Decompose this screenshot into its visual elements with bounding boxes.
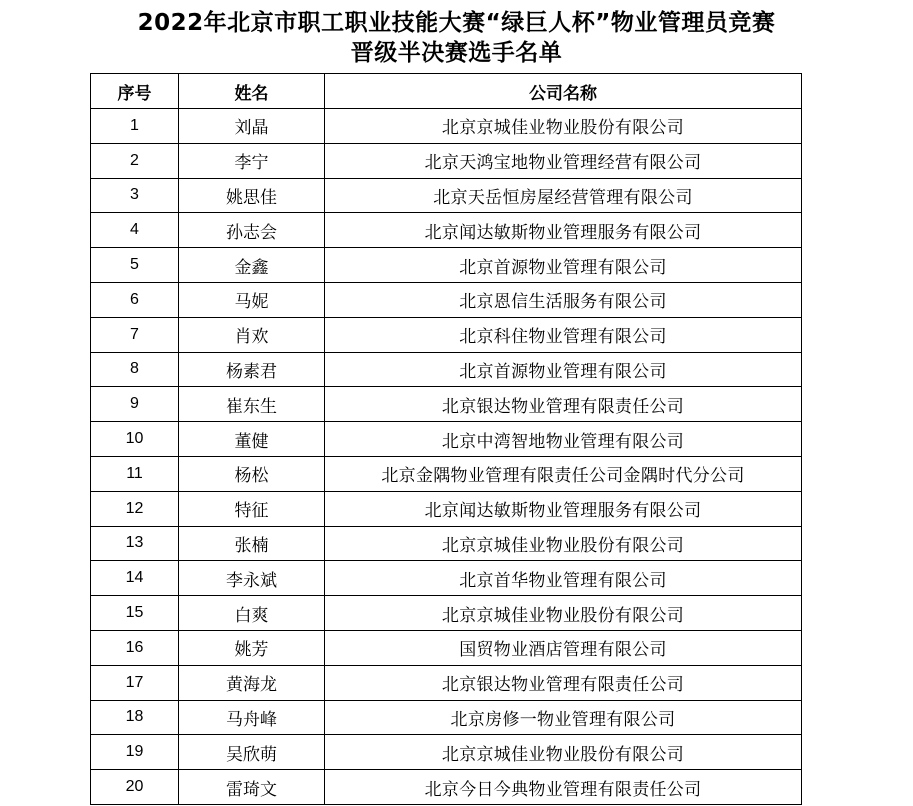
row-number: 13 bbox=[91, 526, 179, 561]
header-number: 序号 bbox=[91, 74, 179, 109]
row-company-name: 北京京城佳业物业股份有限公司 bbox=[325, 526, 802, 561]
row-contestant-name: 黄海龙 bbox=[179, 665, 325, 700]
table-row bbox=[91, 282, 802, 317]
row-number: 9 bbox=[91, 387, 179, 422]
row-number: 18 bbox=[91, 700, 179, 735]
table-row bbox=[91, 248, 802, 283]
row-number: 2 bbox=[91, 143, 179, 178]
row-company-name: 北京金隅物业管理有限责任公司金隅时代分公司 bbox=[325, 456, 802, 491]
row-number: 5 bbox=[91, 248, 179, 283]
table-body bbox=[91, 109, 802, 805]
row-contestant-name: 杨素君 bbox=[179, 352, 325, 387]
table-row bbox=[91, 178, 802, 213]
row-company-name: 北京首源物业管理有限公司 bbox=[325, 352, 802, 387]
table-row bbox=[91, 422, 802, 457]
header-name: 姓名 bbox=[179, 74, 325, 109]
row-company-name: 北京银达物业管理有限责任公司 bbox=[325, 665, 802, 700]
row-number: 3 bbox=[91, 178, 179, 213]
row-company-name: 国贸物业酒店管理有限公司 bbox=[325, 630, 802, 665]
row-contestant-name: 吴欣萌 bbox=[179, 735, 325, 770]
row-company-name: 北京京城佳业物业股份有限公司 bbox=[325, 735, 802, 770]
row-contestant-name: 姚思佳 bbox=[179, 178, 325, 213]
row-contestant-name: 李永斌 bbox=[179, 561, 325, 596]
row-number: 17 bbox=[91, 665, 179, 700]
row-number: 14 bbox=[91, 561, 179, 596]
document-title bbox=[0, 8, 913, 68]
row-number: 8 bbox=[91, 352, 179, 387]
row-company-name: 北京恩信生活服务有限公司 bbox=[325, 282, 802, 317]
row-contestant-name: 马妮 bbox=[179, 282, 325, 317]
row-contestant-name: 金鑫 bbox=[179, 248, 325, 283]
row-company-name: 北京京城佳业物业股份有限公司 bbox=[325, 596, 802, 631]
contestant-table-wrapper bbox=[90, 73, 801, 805]
row-company-name: 北京闻达敏斯物业管理服务有限公司 bbox=[325, 213, 802, 248]
table-row bbox=[91, 770, 802, 805]
row-number: 16 bbox=[91, 630, 179, 665]
table-row bbox=[91, 456, 802, 491]
row-company-name: 北京天鸿宝地物业管理经营有限公司 bbox=[325, 143, 802, 178]
row-number: 11 bbox=[91, 456, 179, 491]
row-contestant-name: 特征 bbox=[179, 491, 325, 526]
table-row bbox=[91, 213, 802, 248]
row-contestant-name: 马舟峰 bbox=[179, 700, 325, 735]
row-number: 7 bbox=[91, 317, 179, 352]
table-row bbox=[91, 596, 802, 631]
row-company-name: 北京首源物业管理有限公司 bbox=[325, 248, 802, 283]
table-row bbox=[91, 387, 802, 422]
table-row bbox=[91, 143, 802, 178]
row-number: 12 bbox=[91, 491, 179, 526]
row-company-name: 北京闻达敏斯物业管理服务有限公司 bbox=[325, 491, 802, 526]
row-contestant-name: 董健 bbox=[179, 422, 325, 457]
row-number: 10 bbox=[91, 422, 179, 457]
table-row bbox=[91, 665, 802, 700]
row-number: 1 bbox=[91, 109, 179, 144]
table-header-row bbox=[91, 74, 802, 109]
table-row bbox=[91, 109, 802, 144]
row-number: 15 bbox=[91, 596, 179, 631]
table-row bbox=[91, 352, 802, 387]
row-contestant-name: 孙志会 bbox=[179, 213, 325, 248]
row-contestant-name: 姚芳 bbox=[179, 630, 325, 665]
row-number: 6 bbox=[91, 282, 179, 317]
row-contestant-name: 李宁 bbox=[179, 143, 325, 178]
row-company-name: 北京京城佳业物业股份有限公司 bbox=[325, 109, 802, 144]
table-row bbox=[91, 630, 802, 665]
row-contestant-name: 肖欢 bbox=[179, 317, 325, 352]
row-number: 4 bbox=[91, 213, 179, 248]
contestant-table bbox=[90, 73, 802, 805]
table-row bbox=[91, 491, 802, 526]
table-row bbox=[91, 526, 802, 561]
title-line-2: 晋级半决赛选手名单 bbox=[350, 40, 563, 66]
table-row bbox=[91, 317, 802, 352]
row-contestant-name: 张楠 bbox=[179, 526, 325, 561]
row-company-name: 北京科住物业管理有限公司 bbox=[325, 317, 802, 352]
row-contestant-name: 雷琦文 bbox=[179, 770, 325, 805]
row-contestant-name: 杨松 bbox=[179, 456, 325, 491]
row-number: 19 bbox=[91, 735, 179, 770]
row-company-name: 北京天岳恒房屋经营管理有限公司 bbox=[325, 178, 802, 213]
row-number: 20 bbox=[91, 770, 179, 805]
title-line-1: 2022年北京市职工职业技能大赛“绿巨人杯”物业管理员竞赛 bbox=[137, 10, 776, 36]
row-company-name: 北京房修一物业管理有限公司 bbox=[325, 700, 802, 735]
row-company-name: 北京今日今典物业管理有限责任公司 bbox=[325, 770, 802, 805]
table-row bbox=[91, 700, 802, 735]
header-company: 公司名称 bbox=[325, 74, 802, 109]
row-company-name: 北京中湾智地物业管理有限公司 bbox=[325, 422, 802, 457]
table-row bbox=[91, 735, 802, 770]
table-row bbox=[91, 561, 802, 596]
row-contestant-name: 白爽 bbox=[179, 596, 325, 631]
row-contestant-name: 刘晶 bbox=[179, 109, 325, 144]
row-company-name: 北京银达物业管理有限责任公司 bbox=[325, 387, 802, 422]
row-company-name: 北京首华物业管理有限公司 bbox=[325, 561, 802, 596]
row-contestant-name: 崔东生 bbox=[179, 387, 325, 422]
